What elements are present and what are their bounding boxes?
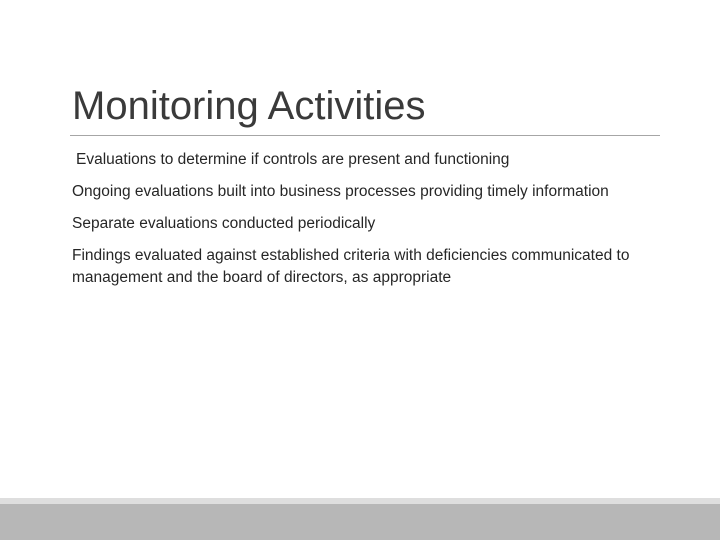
slide-title: Monitoring Activities [72,84,426,128]
bullet-list [72,149,632,299]
bullet-item: Findings evaluated against established criteria with deficiencies communicated to management and the board of directors, as appropriate [72,247,630,286]
bullet-item: Separate evaluations conducted periodically [72,215,376,232]
footer-band-dark [0,504,720,540]
bullet-item: Ongoing evaluations built into business processes providing timely information [72,183,609,200]
title-divider [70,135,660,136]
bullet-item: Evaluations to determine if controls are present and functioning [76,151,510,168]
